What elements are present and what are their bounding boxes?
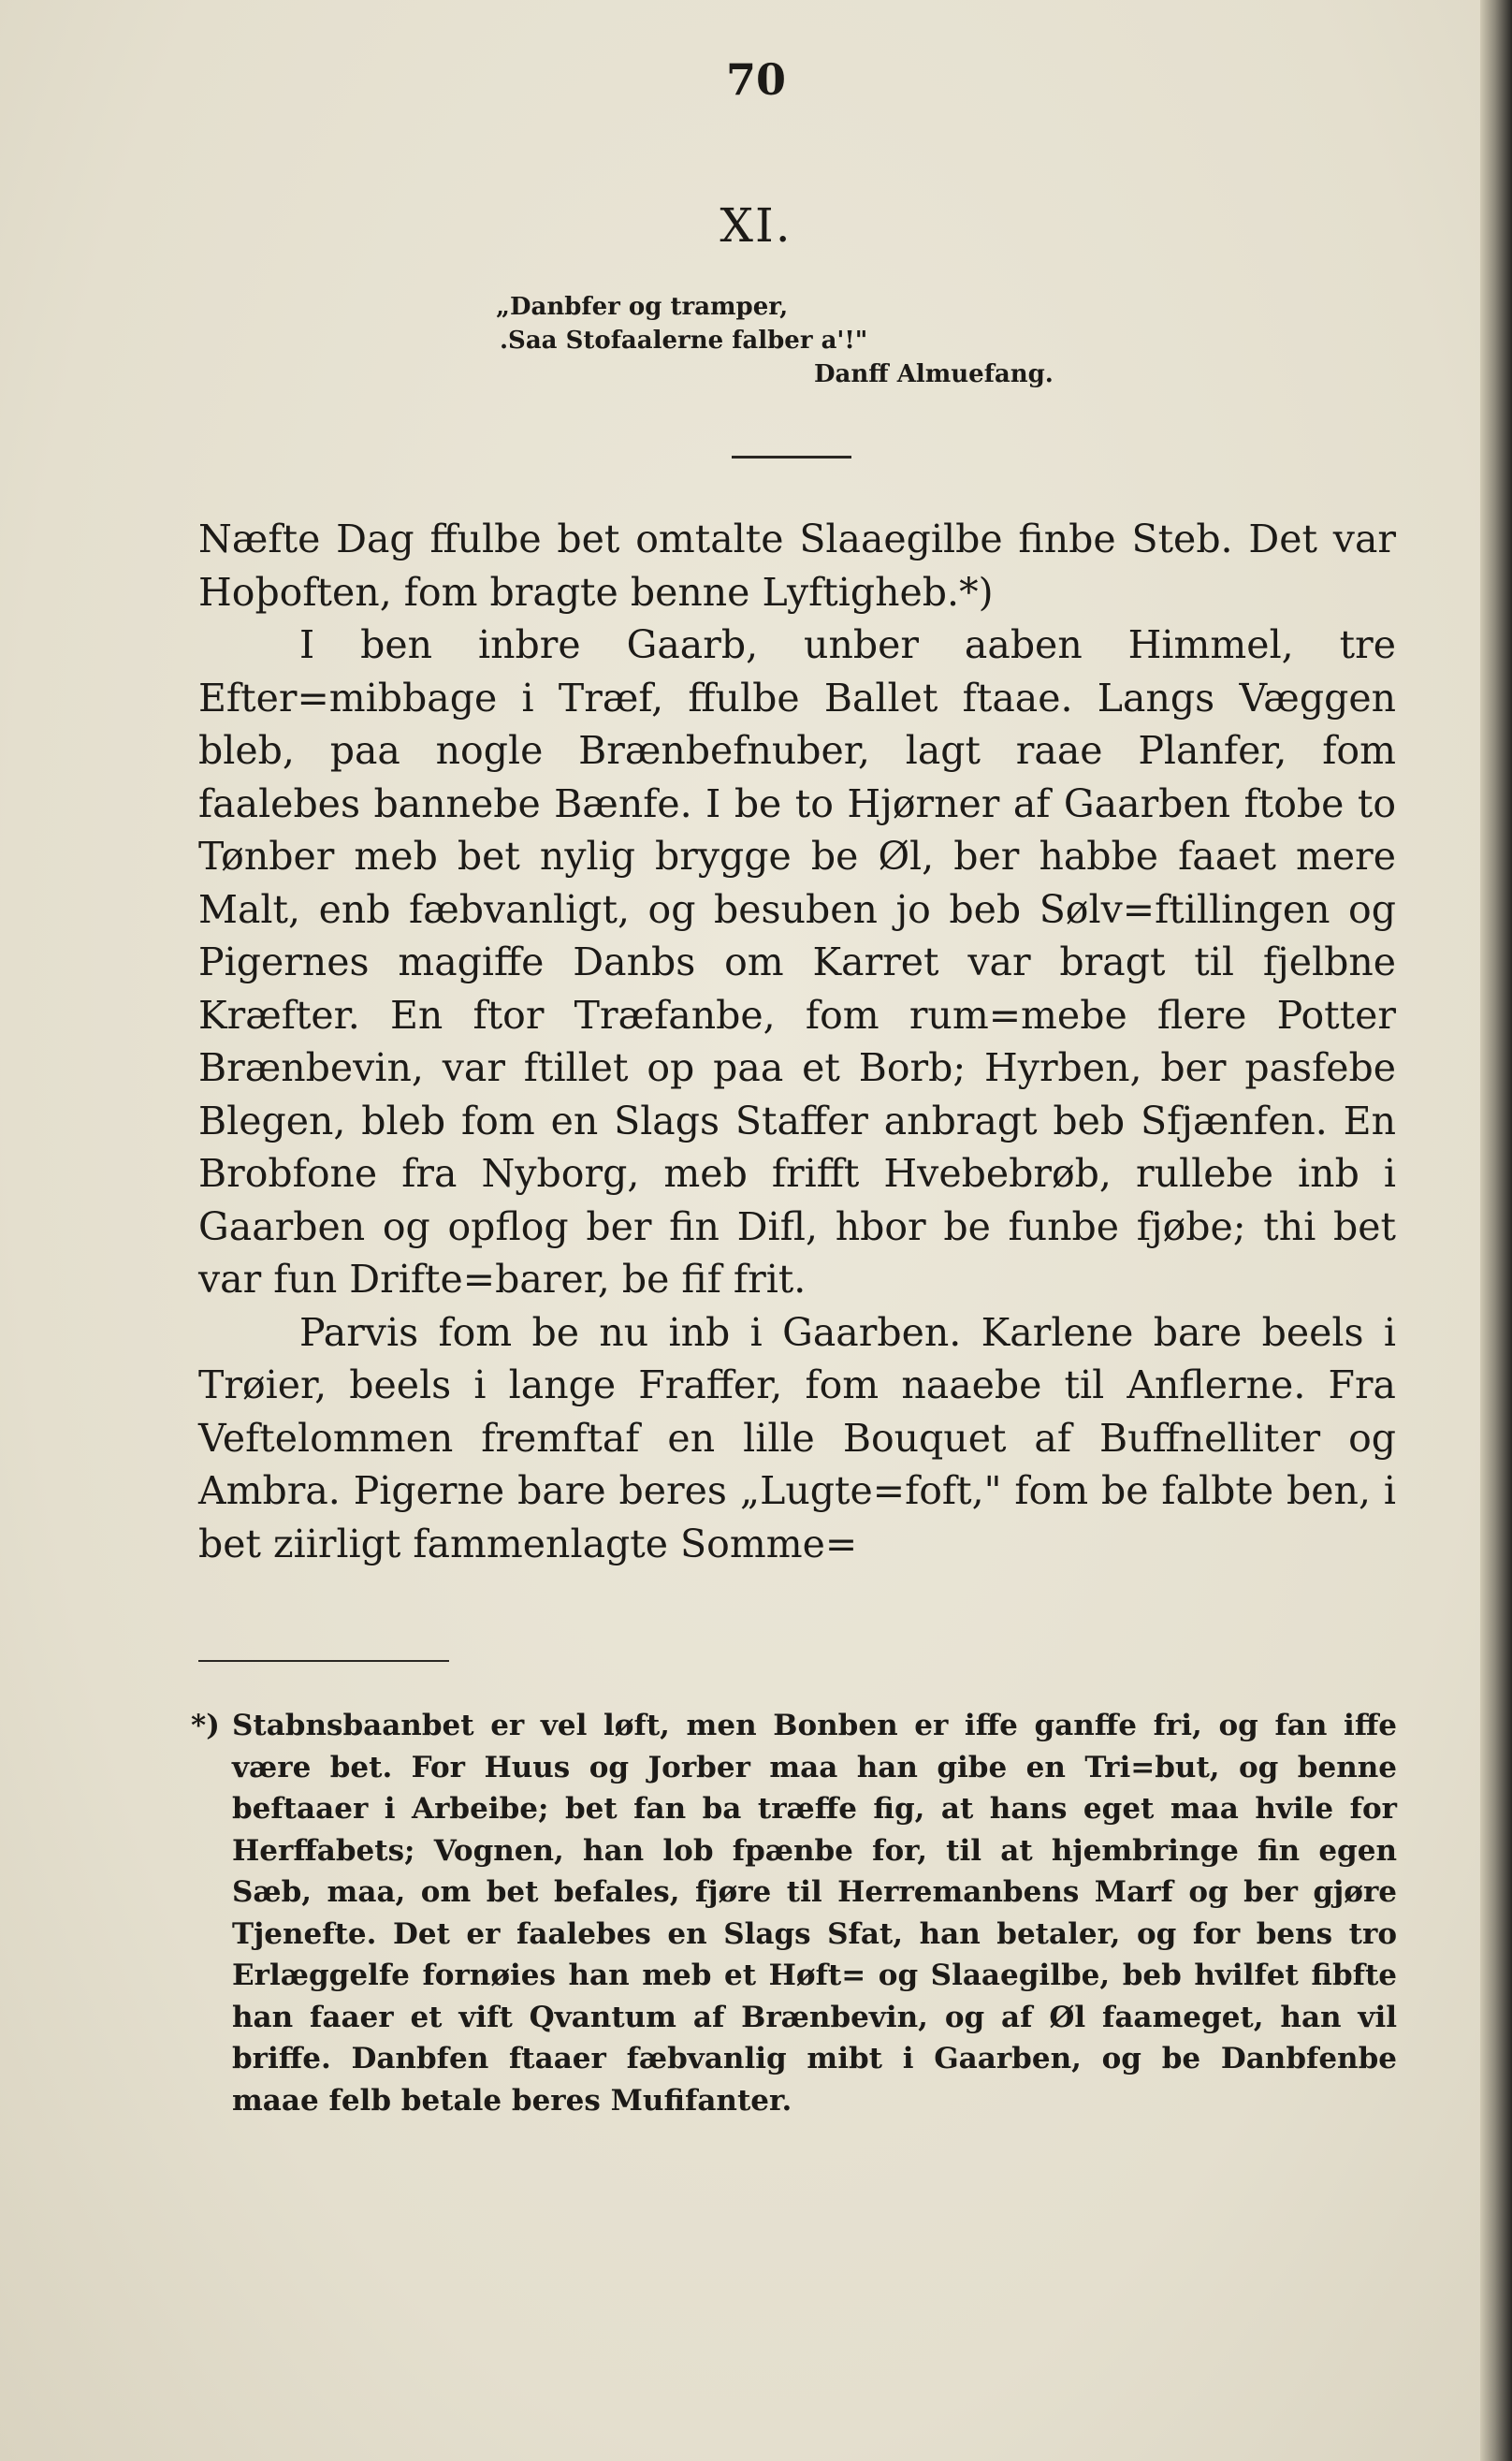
epigraph-source: Danff Almuefang.	[814, 360, 1054, 388]
chapter-heading: XI.	[720, 198, 792, 253]
section-divider	[732, 456, 851, 459]
page-edge-shadow	[1480, 0, 1512, 2461]
epigraph	[496, 290, 1095, 391]
paragraph: Næfte Dag ffulbe bet omtalte Slaaegilbe finbe Steb. Det var Hoþoften, fom bragte benne Lyftigheb.*)	[198, 517, 1396, 615]
footnote-divider	[198, 1660, 449, 1662]
paragraph: I ben inbre Gaarb, unber aaben Himmel, tre Efter=mibbage i Træf, ffulbe Ballet ftaae. Langs Væggen bleb, paa nogle Brænbefnuber, lagt raae Planfer, fom faalebes bannebe Bænfe. I be to Hjørner af Gaarben ftobe to Tønber meb bet nylig brygge be Øl, ber habbe faaet mere Malt, enb fæbvanligt, og besuben jo beb Sølv=ftillingen og Pigernes magiffe Danbs om Karret var bragt til fjelbne Kræfter. En ftor Træfanbe, fom rum=mebe flere Potter Brænbevin, var ftillet op paa et Borb; Hyrben, ber pasfebe Blegen, bleb fom en Slags Staffer anbragt beb Sfjænfen. En Brobfone fra Nyborg, meb frifft Hvebebrøb, rullebe inb i Gaarben og opflog ber fin Difl, hbor be funbe fjøbe; thi bet var fun Drifte=barer, be fif frit.	[198, 622, 1396, 1302]
body-text	[198, 513, 1396, 1570]
footnote-text: Stabnsbaanbet er vel løft, men Bonben er iffe ganffe fri, og fan iffe være bet. For Huus og Jorber maa han gibe en Tri=but, og benne beftaaer i Arbeibe; bet fan ba træffe fig, at hans eget maa hvile for Herffabets; Vognen, han lob fpænbe for, til at hjembringe fin egen Sæb, maa, om bet befales, fjøre til Herremanbens Marf og ber gjøre Tjenefte. Det er faalebes en Slags Sfat, han betaler, og for bens tro Erlæggelfe fornøies han meb et Høft= og Slaaegilbe, beb hvilfet fibfte han faaer et vift Qvantum af Brænbevin, og af Øl faameget, han vil briffe. Danbfen ftaaer fæbvanlig mibt i Gaarben, og be Danbfenbe maae felb betale beres Mufifanter.	[232, 1709, 1397, 2118]
epigraph-line: .Saa Stofaalerne falber a'!"	[500, 327, 868, 355]
footnote-mark: *)	[191, 1709, 220, 1742]
epigraph-line: „Danbfer og tramper,	[496, 293, 789, 321]
paragraph: Parvis fom be nu inb i Gaarben. Karlene bare beels i Trøier, beels i lange Fraffer, fom naaebe til Anflerne. Fra Veftelommen fremftaf en lille Bouquet af Buffnelliter og Ambra. Pigerne bare beres „Lugte=foft," fom be falbte ben, i bet ziirligt fammenlagte Somme=	[198, 1309, 1396, 1566]
page-number: 70	[725, 54, 786, 105]
footnote	[191, 1705, 1397, 2121]
